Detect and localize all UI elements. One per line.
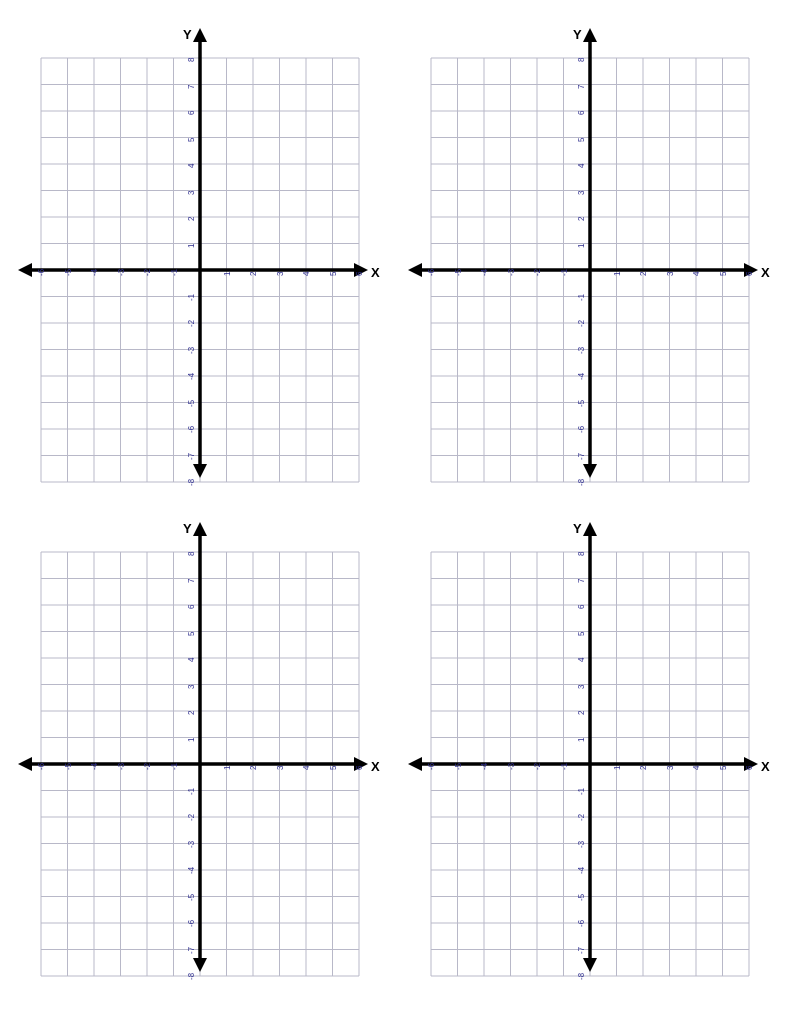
y-tick-label: -2: [187, 813, 196, 821]
x-tick-label: -6: [37, 762, 46, 770]
x-tick-label: -2: [143, 268, 152, 276]
y-tick-label: -1: [577, 787, 586, 795]
y-tick-label: 2: [577, 216, 586, 221]
y-tick-label: -4: [187, 866, 196, 874]
y-tick-label: 3: [187, 190, 196, 195]
x-tick-label: 4: [692, 765, 701, 770]
coordinate-plane-3: [8, 512, 378, 982]
y-tick-label: -3: [577, 346, 586, 354]
x-tick-label: -1: [559, 268, 569, 276]
y-tick-label: 7: [187, 84, 196, 89]
x-tick-label: 2: [249, 271, 258, 276]
x-tick-label: 1: [222, 765, 232, 770]
x-tick-label: 2: [639, 765, 648, 770]
x-tick-label: 6: [745, 271, 754, 276]
y-tick-label: -1: [187, 293, 196, 301]
x-tick-label: 1: [612, 765, 622, 770]
y-axis-arrow-down: [583, 464, 597, 478]
x-axis-letter: X: [761, 759, 770, 774]
y-tick-label: -4: [577, 866, 586, 874]
y-axis-letter: Y: [183, 27, 192, 42]
y-tick-label: 4: [577, 657, 586, 662]
x-tick-label: -4: [480, 762, 489, 770]
y-tick-label: 6: [187, 110, 196, 115]
y-tick-label: 3: [577, 684, 586, 689]
y-tick-label: -3: [187, 346, 196, 354]
y-tick-label: 1: [577, 243, 586, 248]
x-tick-label: 1: [612, 271, 622, 276]
x-tick-label: 6: [745, 765, 754, 770]
x-tick-label: -3: [506, 762, 516, 770]
y-tick-label: 7: [577, 578, 586, 583]
y-tick-label: -3: [577, 840, 586, 848]
x-tick-label: -3: [506, 268, 516, 276]
y-tick-label: 4: [187, 657, 196, 662]
y-tick-label: -4: [577, 372, 586, 380]
y-tick-label: 7: [577, 84, 586, 89]
x-tick-label: 6: [355, 765, 364, 770]
y-tick-label: -8: [187, 972, 196, 980]
y-tick-label: -6: [187, 425, 196, 433]
x-tick-label: -2: [143, 762, 152, 770]
y-tick-label: 5: [187, 631, 196, 636]
x-tick-label: -6: [427, 268, 436, 276]
y-tick-label: 8: [577, 57, 586, 62]
y-tick-label: 4: [577, 163, 586, 168]
x-tick-label: -4: [90, 268, 99, 276]
x-tick-label: -1: [169, 268, 179, 276]
x-tick-label: -5: [63, 762, 73, 770]
y-tick-label: -7: [187, 946, 196, 954]
y-axis-arrow-down: [193, 464, 207, 478]
y-tick-label: 4: [187, 163, 196, 168]
x-tick-label: 4: [302, 271, 311, 276]
y-tick-label: 5: [187, 137, 196, 142]
y-tick-label: -5: [577, 399, 586, 407]
y-axis-letter: Y: [183, 521, 192, 536]
x-tick-label: 5: [718, 765, 728, 770]
axes: [408, 28, 758, 478]
coordinate-plane-4: [398, 512, 768, 982]
x-tick-label: -5: [453, 762, 463, 770]
x-tick-label: -5: [63, 268, 73, 276]
y-tick-label: -6: [577, 425, 586, 433]
x-tick-label: -2: [533, 268, 542, 276]
y-tick-label: 6: [187, 604, 196, 609]
y-tick-label: 7: [187, 578, 196, 583]
y-tick-label: -4: [187, 372, 196, 380]
x-tick-label: 4: [692, 271, 701, 276]
y-tick-label: -7: [577, 946, 586, 954]
y-axis-arrow-down: [193, 958, 207, 972]
x-tick-label: -1: [169, 762, 179, 770]
x-axis-arrow-left: [18, 263, 32, 277]
axes: [18, 522, 368, 972]
x-tick-label: 3: [275, 765, 285, 770]
y-tick-label: 5: [577, 137, 586, 142]
y-tick-label: -6: [187, 919, 196, 927]
x-tick-label: 4: [302, 765, 311, 770]
y-tick-label: -1: [187, 787, 196, 795]
y-tick-label: -6: [577, 919, 586, 927]
x-axis-arrow-left: [408, 263, 422, 277]
x-tick-label: 3: [665, 765, 675, 770]
y-tick-label: 1: [577, 737, 586, 742]
y-tick-label: -5: [187, 399, 196, 407]
y-axis-arrow-up: [583, 28, 597, 42]
y-tick-label: -2: [577, 319, 586, 327]
y-tick-label: -5: [577, 893, 586, 901]
y-axis-arrow-up: [193, 28, 207, 42]
y-tick-label: 5: [577, 631, 586, 636]
y-tick-label: -2: [187, 319, 196, 327]
y-tick-label: -3: [187, 840, 196, 848]
x-tick-label: 5: [328, 765, 338, 770]
y-axis-arrow-down: [583, 958, 597, 972]
x-tick-label: -6: [427, 762, 436, 770]
x-tick-label: -2: [533, 762, 542, 770]
y-tick-label: -5: [187, 893, 196, 901]
x-axis-arrow-left: [408, 757, 422, 771]
x-tick-label: 6: [355, 271, 364, 276]
x-tick-label: 5: [718, 271, 728, 276]
x-tick-label: 3: [275, 271, 285, 276]
y-tick-label: 8: [187, 57, 196, 62]
x-axis-letter: X: [371, 265, 380, 280]
y-axis-letter: Y: [573, 521, 582, 536]
y-tick-label: 1: [187, 243, 196, 248]
x-axis-arrow-left: [18, 757, 32, 771]
y-axis-arrow-up: [583, 522, 597, 536]
x-tick-label: 3: [665, 271, 675, 276]
coordinate-plane-2: [398, 18, 768, 488]
x-tick-label: -4: [480, 268, 489, 276]
y-tick-label: -8: [577, 972, 586, 980]
y-axis-arrow-up: [193, 522, 207, 536]
y-tick-label: -2: [577, 813, 586, 821]
y-tick-label: 8: [187, 551, 196, 556]
x-tick-label: 2: [639, 271, 648, 276]
coordinate-plane-1: [8, 18, 378, 488]
x-axis-letter: X: [371, 759, 380, 774]
x-tick-label: -3: [116, 268, 126, 276]
axes: [18, 28, 368, 478]
x-tick-label: -5: [453, 268, 463, 276]
x-axis-letter: X: [761, 265, 770, 280]
y-tick-label: 1: [187, 737, 196, 742]
y-axis-letter: Y: [573, 27, 582, 42]
x-tick-label: -6: [37, 268, 46, 276]
x-tick-label: 2: [249, 765, 258, 770]
x-tick-label: -3: [116, 762, 126, 770]
y-tick-label: -7: [577, 452, 586, 460]
y-tick-label: -8: [577, 478, 586, 486]
y-tick-label: 3: [187, 684, 196, 689]
y-tick-label: 2: [577, 710, 586, 715]
y-tick-label: 2: [187, 710, 196, 715]
axes: [408, 522, 758, 972]
x-tick-label: -4: [90, 762, 99, 770]
y-tick-label: 6: [577, 110, 586, 115]
x-tick-label: 1: [222, 271, 232, 276]
y-tick-label: 6: [577, 604, 586, 609]
y-tick-label: -1: [577, 293, 586, 301]
y-tick-label: -8: [187, 478, 196, 486]
x-tick-label: 5: [328, 271, 338, 276]
y-tick-label: -7: [187, 452, 196, 460]
y-tick-label: 3: [577, 190, 586, 195]
y-tick-label: 2: [187, 216, 196, 221]
y-tick-label: 8: [577, 551, 586, 556]
x-tick-label: -1: [559, 762, 569, 770]
